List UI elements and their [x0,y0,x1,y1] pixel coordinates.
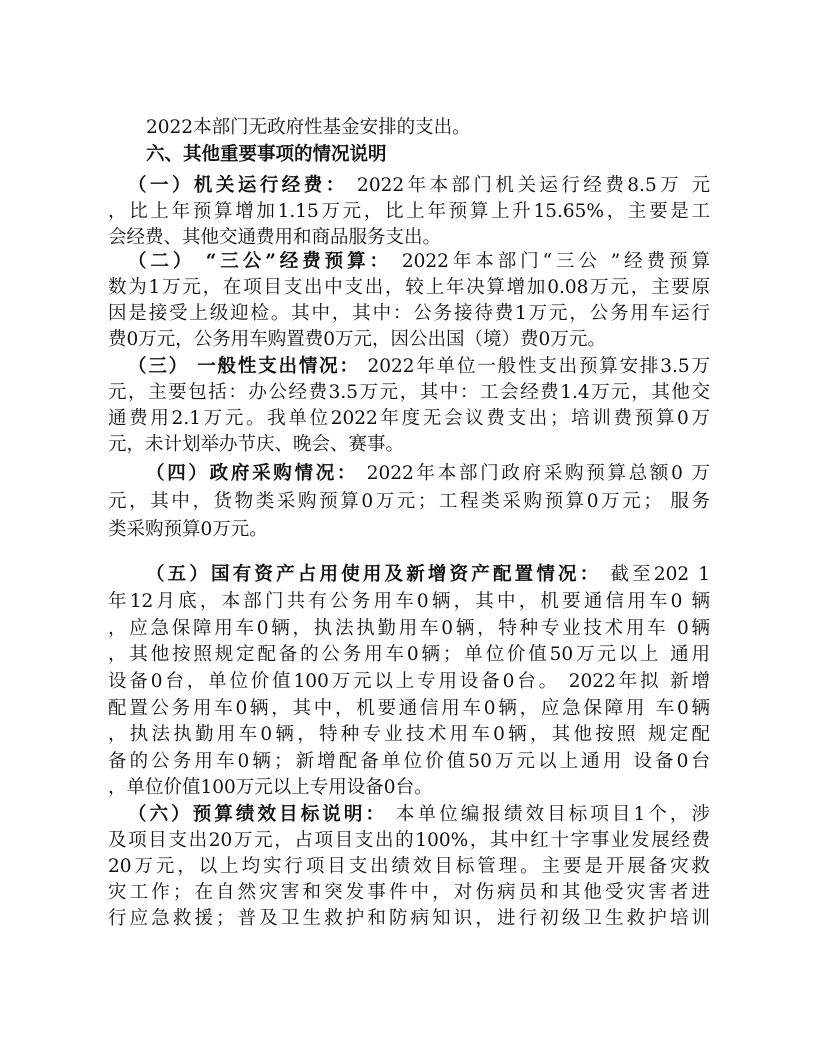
paragraph-line: 类采购预算0万元。 [108,519,268,540]
paragraph-line [128,174,710,198]
subsection-label: （五）国有资产占用使用及新增资产配置情况： [146,564,602,585]
paragraph-line: 配置公务用车0辆，其中，机要通信用车0辆，应急保障用 车0辆 [108,698,710,719]
paragraph-text: 2022年本部门“三公 ”经费预算 [392,251,710,272]
paragraph-line: ，单位价值100万元以上专用设备0台。 [108,777,433,798]
paragraph-line: 年12月底，本部门共有公务用车0辆，其中，机要通信用车0 辆 [108,591,710,612]
section-heading: 六、其他重要事项的情况说明 [146,144,387,165]
paragraph-line: 会经费、其他交通费用和商品服务支出。 [108,227,442,248]
paragraph-line: 2022本部门无政府性基金安排的支出。 [146,117,471,138]
paragraph-line: 费0万元，公务用车购置费0万元，因公出国（境）费0万元。 [108,329,606,350]
paragraph-line: 20万元，以上均实行项目支出绩效目标管理。主要是开展备灾救 [108,856,710,877]
subsection-label: （六）预算绩效目标说明： [128,804,388,825]
paragraph-line [128,355,710,379]
paragraph-text: 2022年本部门政府采购预算总额0 万 [358,463,710,484]
paragraph-text: 本单位编报绩效目标项目1个，涉 [387,804,710,825]
paragraph-line: 元，未计划举办节庆、晚会、赛事。 [108,434,405,455]
paragraph-line: ，比上年预算增加1.15万元，比上年预算上升15.65%，主要是工 [108,201,710,222]
paragraph-line: ，执法执勤用车0辆，特种专业技术用车0辆，其他按照 规定配 [108,724,710,745]
subsection-label: （三） 一般性支出情况： [128,356,360,377]
paragraph-line: 通费用2.1万元。我单位2022年度无会议费支出；培训费预算0万 [108,408,710,429]
paragraph-line: 设备0台，单位价值100万元以上专用设备0台。 2022年拟 新增 [108,671,710,692]
subsection-label: （四）政府采购情况： [146,463,359,484]
paragraph-line [128,803,710,827]
paragraph-line: 数为1万元，在项目支出中支出，较上年决算增加0.08万元，主要原 [108,277,710,298]
paragraph-text: 2022年本部门机关运行经费8.5万 元 [347,175,710,196]
paragraph-line [146,462,710,486]
subsection-label: （二） “三公”经费预算： [128,251,393,272]
paragraph-line: 及项目支出20万元，占项目支出的100%，其中红十字事业发展经费 [108,830,710,851]
paragraph-line: 因是接受上级迎检。其中，其中：公务接待费1万元，公务用车运行 [108,303,710,324]
paragraph-line: 元，其中，货物类采购预算0万元；工程类采购预算0万元； 服务 [108,491,710,512]
paragraph-line: 备的公务用车0辆；新增配备单位价值50万元以上通用 设备0台 [108,751,710,772]
paragraph-line: ，应急保障用车0辆，执法执勤用车0辆，特种专业技术用车 0辆 [108,618,710,639]
paragraph-line [128,250,710,274]
subsection-label: （一）机关运行经费： [128,175,348,196]
paragraph-line: 元，主要包括：办公经费3.5万元，其中：工会经费1.4万元，其他交 [108,382,710,403]
paragraph-line: 行应急救援；普及卫生救护和防病知识，进行初级卫生救护培训 [108,908,710,929]
paragraph-line: 灾工作；在自然灾害和突发事件中，对伤病员和其他受灾害者进 [108,882,710,903]
paragraph-text: 2022年单位一般性支出预算安排3.5万 [359,356,710,377]
paragraph-text: 截至202 1 [601,564,710,585]
paragraph-line: ，其他按照规定配备的公务用车0辆；单位价值50万元以上 通用 [108,644,710,665]
paragraph-line [146,563,710,587]
